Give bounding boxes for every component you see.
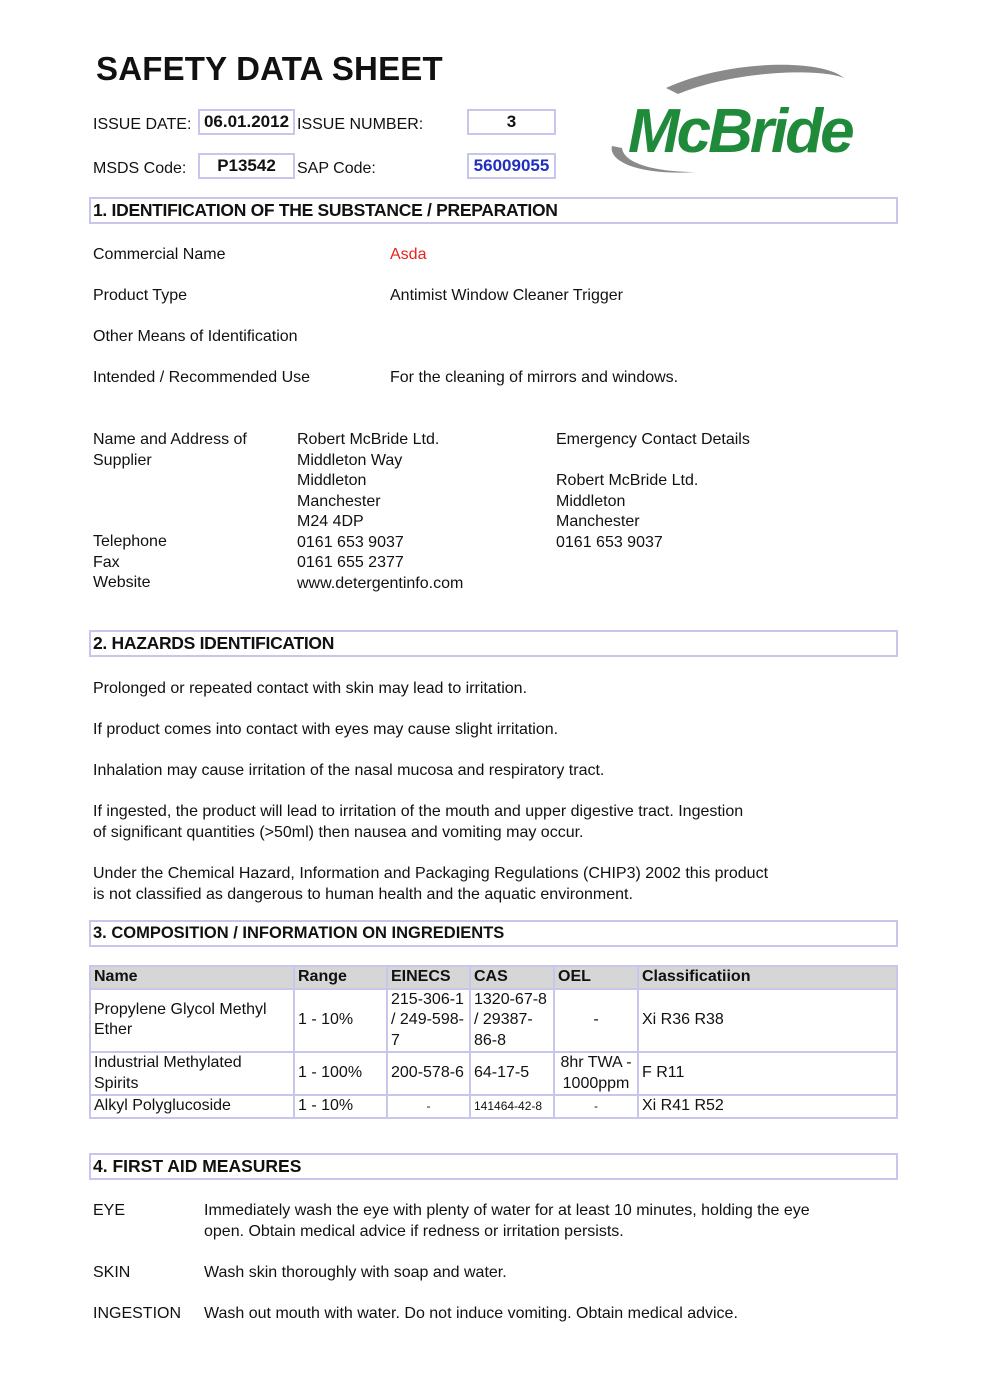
cell-line: Industrial Methylated xyxy=(94,1054,242,1071)
section-3-heading: 3. COMPOSITION / INFORMATION ON INGREDIENTS xyxy=(89,920,898,947)
cell-line: Propylene Glycol Methyl xyxy=(94,1000,267,1018)
cell-line: Spirits xyxy=(94,1074,139,1092)
col-header-cas: CAS xyxy=(470,966,554,989)
website-value: www.detergentinfo.com xyxy=(297,574,464,592)
cell-classification: Xi R41 R52 xyxy=(638,1095,897,1118)
sap-code-value: 56009055 xyxy=(467,153,556,179)
emergency-line: 0161 653 9037 xyxy=(556,533,663,551)
cell-range: 1 - 10% xyxy=(294,1095,387,1118)
fax-value: 0161 655 2377 xyxy=(297,554,404,571)
cell-range: 1 - 100% xyxy=(294,1052,387,1095)
cell-range: 1 - 10% xyxy=(294,989,387,1053)
cell-line: 1000ppm xyxy=(562,1074,630,1092)
cell-line: / 249-598- xyxy=(391,1011,464,1028)
hazard-paragraph xyxy=(93,864,768,905)
col-header-name: Name xyxy=(90,966,294,989)
supplier-label xyxy=(93,430,247,471)
skin-instructions: Wash skin thoroughly with soap and water. xyxy=(204,1264,507,1281)
hazard-line: is not classified as dangerous to human health and the aquatic environment. xyxy=(93,885,633,903)
eye-label: EYE xyxy=(93,1202,126,1219)
hazard-paragraph: If product comes into contact with eyes may cause slight irritation. xyxy=(93,721,559,738)
commercial-name-label: Commercial Name xyxy=(93,246,226,263)
cell-line: 1320-67-8 xyxy=(474,990,547,1008)
table-row xyxy=(90,989,897,1053)
emergency-line: Middleton xyxy=(556,492,626,510)
product-type-label: Product Type xyxy=(93,287,187,304)
cell-line: 215-306-1 xyxy=(391,990,464,1008)
cell-line: 8hr TWA - xyxy=(560,1054,632,1071)
section-2-heading: 2. HAZARDS IDENTIFICATION xyxy=(89,630,898,657)
cell-name: Alkyl Polyglucoside xyxy=(90,1095,294,1118)
telephone-value: 0161 653 9037 xyxy=(297,533,404,551)
col-header-range: Range xyxy=(294,966,387,989)
cell-classification: Xi R36 R38 xyxy=(638,989,897,1053)
cell-cas: 64-17-5 xyxy=(470,1052,554,1095)
supplier-label-line: Supplier xyxy=(93,451,152,469)
cell-cas: 141464-42-8 xyxy=(470,1095,554,1118)
eye-instructions xyxy=(204,1201,810,1242)
hazard-line: If ingested, the product will lead to irritation of the mouth and upper digestive tract. Ingestion xyxy=(93,803,744,820)
cell-einecs xyxy=(387,989,470,1053)
ingestion-label: INGESTION xyxy=(93,1305,182,1322)
cell-line: / 29387- xyxy=(474,1011,533,1028)
address-line: Middleton xyxy=(297,472,367,489)
hazard-line: Under the Chemical Hazard, Information and Packaging Regulations (CHIP3) 2002 this product xyxy=(93,865,769,882)
section-1-heading: 1. IDENTIFICATION OF THE SUBSTANCE / PREPARATION xyxy=(89,197,898,224)
col-header-einecs: EINECS xyxy=(387,966,470,989)
issue-date-value: 06.01.2012 xyxy=(198,109,295,135)
cell-oel: - xyxy=(554,989,638,1053)
contact-labels xyxy=(93,532,167,594)
emergency-contact xyxy=(556,430,750,553)
col-header-classification: Classificatiion xyxy=(638,966,897,989)
cell-line: 86-8 xyxy=(474,1031,507,1049)
emergency-label: Emergency Contact Details xyxy=(556,431,750,448)
table-row xyxy=(90,1052,897,1095)
sap-code-label: SAP Code: xyxy=(297,160,376,177)
cell-einecs: - xyxy=(387,1095,470,1118)
section-4-heading: 4. FIRST AID MEASURES xyxy=(89,1153,898,1180)
instruction-line: open. Obtain medical advice if redness or irritation persists. xyxy=(204,1222,624,1240)
commercial-name-value: Asda xyxy=(390,246,427,263)
fax-label: Fax xyxy=(93,553,120,571)
emergency-line: Manchester xyxy=(556,513,640,530)
cell-einecs: 200-578-6 xyxy=(387,1052,470,1095)
cell-cas xyxy=(470,989,554,1053)
issue-date-label: ISSUE DATE: xyxy=(93,116,192,133)
hazard-paragraph: Prolonged or repeated contact with skin may lead to irritation. xyxy=(93,680,528,697)
logo-graphic xyxy=(606,60,876,180)
cell-line: Ether xyxy=(94,1021,133,1039)
emergency-line: Robert McBride Ltd. xyxy=(556,472,699,489)
intended-use-value: For the cleaning of mirrors and windows. xyxy=(390,369,679,386)
website-label: Website xyxy=(93,574,151,591)
page-title: SAFETY DATA SHEET xyxy=(96,50,443,87)
ingestion-instructions: Wash out mouth with water. Do not induce vomiting. Obtain medical advice. xyxy=(204,1305,738,1322)
cell-line: 7 xyxy=(391,1031,400,1049)
intended-use-label: Intended / Recommended Use xyxy=(93,369,311,386)
skin-label: SKIN xyxy=(93,1264,131,1281)
hazard-paragraph: Inhalation may cause irritation of the nasal mucosa and respiratory tract. xyxy=(93,762,605,779)
issue-number-value: 3 xyxy=(467,109,556,135)
hazard-paragraph xyxy=(93,802,743,843)
cell-name xyxy=(90,1052,294,1095)
supplier-address xyxy=(297,430,463,594)
ingredients-table xyxy=(89,965,898,1119)
msds-code-label: MSDS Code: xyxy=(93,160,187,177)
telephone-label: Telephone xyxy=(93,533,167,550)
other-means-label: Other Means of Identification xyxy=(93,328,298,345)
table-row xyxy=(90,1095,897,1118)
address-line: Robert McBride Ltd. xyxy=(297,431,440,448)
col-header-oel: OEL xyxy=(554,966,638,989)
supplier-label-line: Name and Address of xyxy=(93,431,247,448)
table-header-row xyxy=(90,966,897,989)
product-type-value: Antimist Window Cleaner Trigger xyxy=(390,287,623,304)
address-line: Middleton Way xyxy=(297,451,403,469)
instruction-line: Immediately wash the eye with plenty of water for at least 10 minutes, holding the eye xyxy=(204,1202,810,1219)
hazard-line: of significant quantities (>50ml) then nausea and vomiting may occur. xyxy=(93,823,584,841)
address-line: M24 4DP xyxy=(297,513,364,530)
cell-oel: - xyxy=(554,1095,638,1118)
mcbride-logo xyxy=(606,60,876,180)
cell-oel xyxy=(554,1052,638,1095)
issue-number-label: ISSUE NUMBER: xyxy=(297,116,424,133)
msds-code-value: P13542 xyxy=(198,153,295,179)
address-line: Manchester xyxy=(297,492,381,510)
cell-classification: F R11 xyxy=(638,1052,897,1095)
logo-text: McBride xyxy=(628,97,852,166)
cell-name xyxy=(90,989,294,1053)
